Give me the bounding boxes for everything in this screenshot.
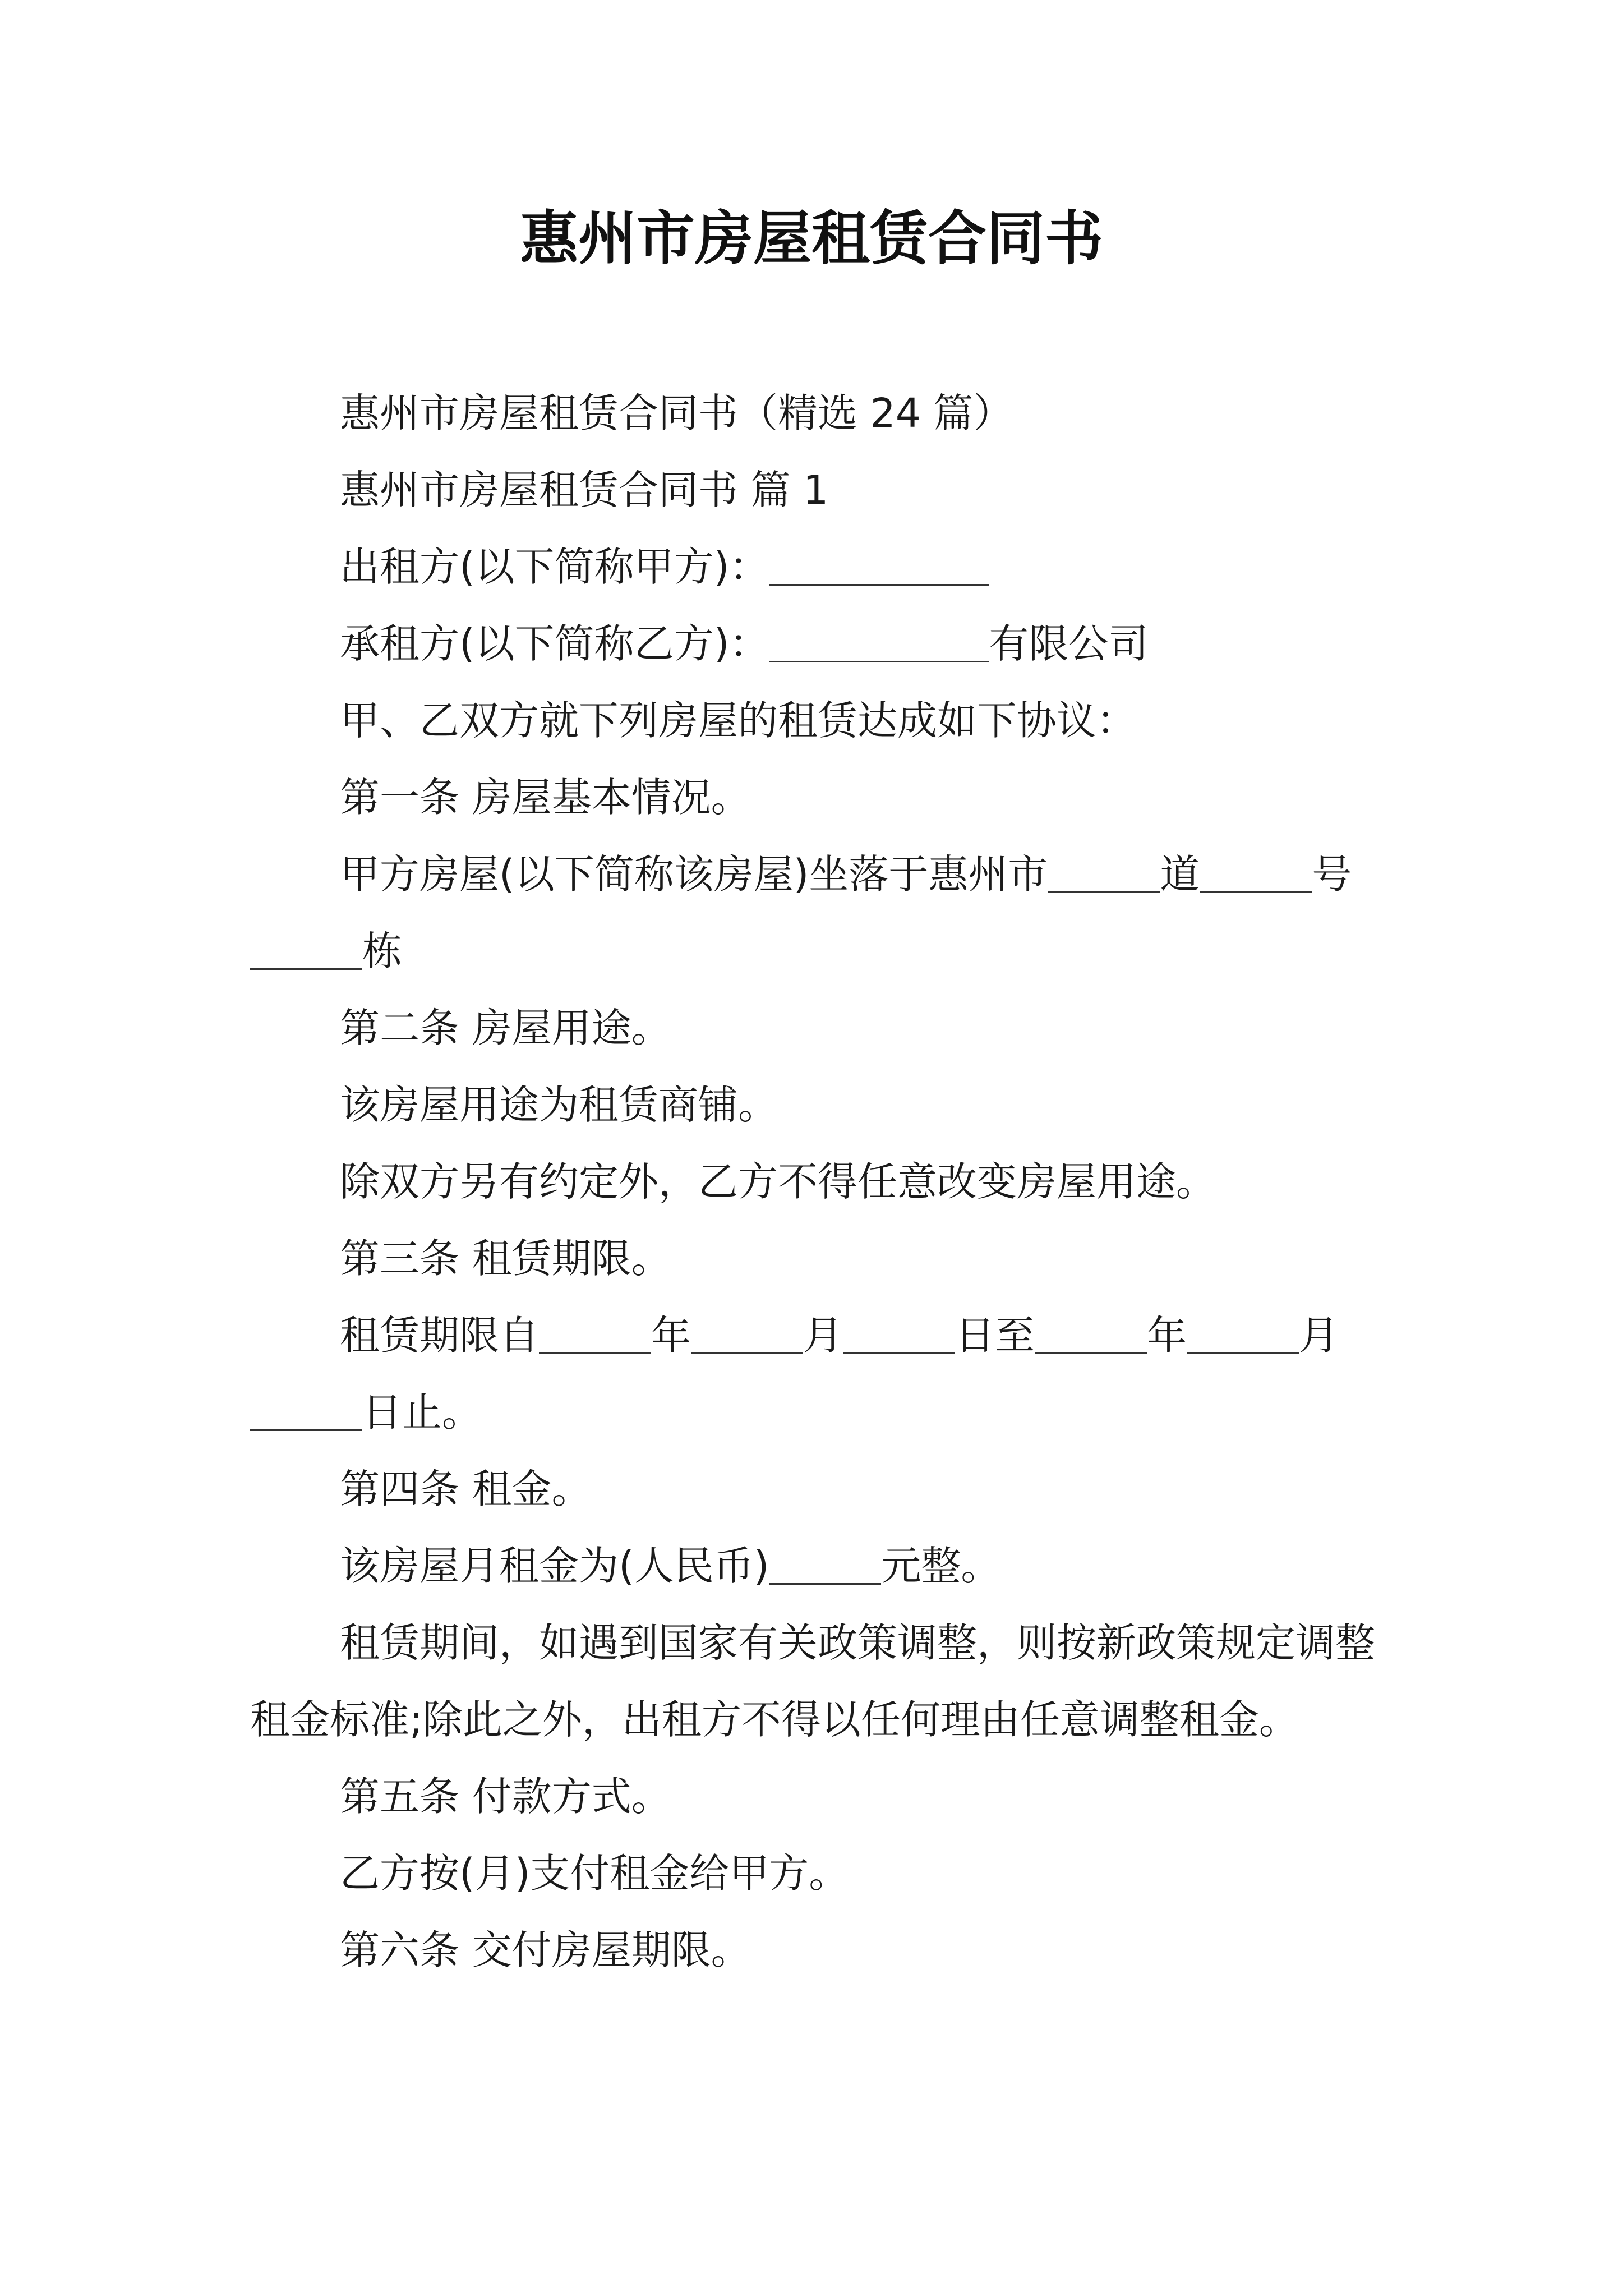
end-month-label: 月 [1299,1312,1339,1359]
paragraph-payment: 乙方按(月)支付租金给甲方。 [340,1850,849,1897]
article-5-heading: 第五条 付款方式。 [340,1773,671,1820]
start-month-label: 月 [803,1312,843,1359]
paragraph-lessee [250,605,1383,682]
end-day-blank [250,1389,362,1431]
start-day-label: 日至 [955,1312,1035,1359]
paragraph-rent [250,1527,1383,1604]
lessor-label: 出租方(以下简称甲方)： [340,544,769,590]
building-label: 栋 [362,928,403,974]
rent-suffix: 元整。 [881,1543,1001,1589]
rent-text: 该房屋月租金为(人民币) [340,1543,769,1589]
number-label: 号 [1312,851,1352,898]
lessee-blank [769,621,989,662]
term-text: 租赁期限自 [340,1312,540,1359]
paragraph-lessor [250,528,1383,605]
lessor-blank [769,544,989,586]
paragraph-location [250,836,1383,990]
building-blank [250,928,362,970]
paragraph-agreement: 甲、乙双方就下列房屋的租赁达成如下协议： [340,697,1137,744]
paragraph-section-heading: 惠州市房屋租赁合同书 篇 1 [340,467,829,513]
end-day-label: 日止。 [362,1389,482,1435]
paragraph-term [250,1297,1383,1451]
road-label: 道 [1160,851,1200,898]
lessee-label: 承租方(以下简称乙方)： [340,620,769,667]
paragraph-subtitle: 惠州市房屋租赁合同书（精选 24 篇） [340,390,1013,436]
start-year-blank [539,1313,651,1354]
rent-blank [769,1543,881,1585]
lessee-suffix: 有限公司 [989,620,1149,667]
start-month-blank [691,1313,803,1354]
location-text: 甲方房屋(以下简称该房屋)坐落于惠州市 [340,851,1048,898]
article-6-heading: 第六条 交付房屋期限。 [340,1927,751,1973]
document-body [250,375,1383,1989]
end-year-label: 年 [1147,1312,1187,1359]
end-month-blank [1187,1313,1299,1354]
document-title: 惠州市房屋租赁合同书 [519,204,1103,273]
article-3-heading: 第三条 租赁期限。 [340,1235,671,1282]
start-year-label: 年 [651,1312,691,1359]
article-2-heading: 第二条 房屋用途。 [340,1005,671,1051]
article-4-heading: 第四条 租金。 [340,1466,592,1512]
road-blank [1048,852,1160,893]
end-year-blank [1035,1313,1147,1354]
number-blank [1200,852,1312,893]
article-1-heading: 第一条 房屋基本情况。 [340,774,751,821]
start-day-blank [843,1313,955,1354]
paragraph-usage: 该房屋用途为租赁商铺。 [340,1082,778,1128]
paragraph-usage-restriction: 除双方另有约定外，乙方不得任意改变房屋用途。 [340,1158,1216,1205]
paragraph-rent-adjustment: 租赁期间，如遇到国家有关政策调整，则按新政策规定调整租金标准;除此之外，出租方不得以任何理由任意调整租金。 [250,1619,1376,1743]
